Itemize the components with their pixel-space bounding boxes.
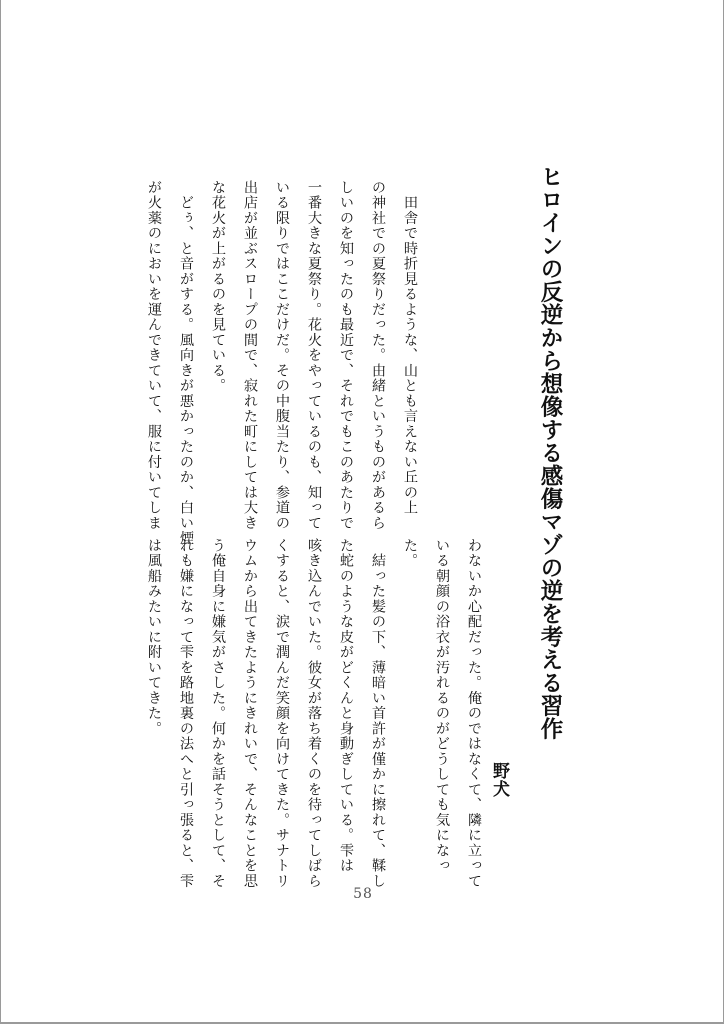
body-column-bottom-1: 田舎で時折見るような、山とも言えない丘の上 — [402, 180, 418, 516]
body-column-bottom-3: しいのを知ったのも最近で、それでもこのあたりで — [338, 180, 354, 531]
body-column-top-6: 咳き込んでいた。彼女が落ち着くのを待ってしばら — [306, 538, 322, 889]
page-number: 58 — [353, 886, 373, 902]
author-name: 野犬 — [489, 762, 509, 798]
body-column-top-2: いる朝顔の浴衣が汚れるのがどうしても気になっ — [434, 538, 450, 874]
body-column-top-5: た蛇のような皮がどくんと身動ぎしている。雫は — [338, 538, 354, 874]
body-column-bottom-2: の神社での夏祭りだった。由緒というものがあるら — [370, 180, 386, 531]
body-column-bottom-9: が火薬のにおいを運んできていて、服に付いてしま — [146, 180, 162, 531]
body-column-top-8: ウムから出てきたようにきれいで、そんなことを思 — [242, 538, 258, 889]
body-column-bottom-5: いる限りではここだけだ。その中腹当たり、参道の — [274, 180, 290, 531]
body-column-top-7: くすると、涙で潤んだ笑顔を向けてきた。サナトリ — [274, 538, 290, 889]
body-column-top-3: た。 — [402, 538, 418, 569]
body-column-bottom-4: 一番大きな夏祭り。花火をやっているのも、知って — [306, 180, 322, 531]
body-column-top-9: う俺自身に嫌気がさした。何かを話そうとして、そ — [210, 538, 226, 889]
body-column-bottom-8: どぅ、と音がする。風向きが悪かったのか、白い煙 — [178, 180, 194, 546]
body-column-top-1: わないか心配だった。俺のではなくて、隣に立って — [466, 538, 482, 889]
body-column-top-11: は風船みたいに附いてきた。 — [146, 538, 162, 737]
body-column-bottom-7: な花火が上がるのを見ている。 — [210, 180, 226, 394]
body-column-top-4: 結った髪の下、薄暗い首許が僅かに擦れて、鞣し — [370, 538, 386, 889]
story-title: ヒロインの反逆から想像する感傷マゾの逆を考える習作 — [537, 165, 563, 740]
body-column-top-10: れも嫌になって雫を路地裏の法へと引っ張ると、雫 — [178, 538, 194, 889]
body-column-bottom-6: 出店が並ぶスロープの間で、寂れた町にしては大き — [242, 180, 258, 531]
